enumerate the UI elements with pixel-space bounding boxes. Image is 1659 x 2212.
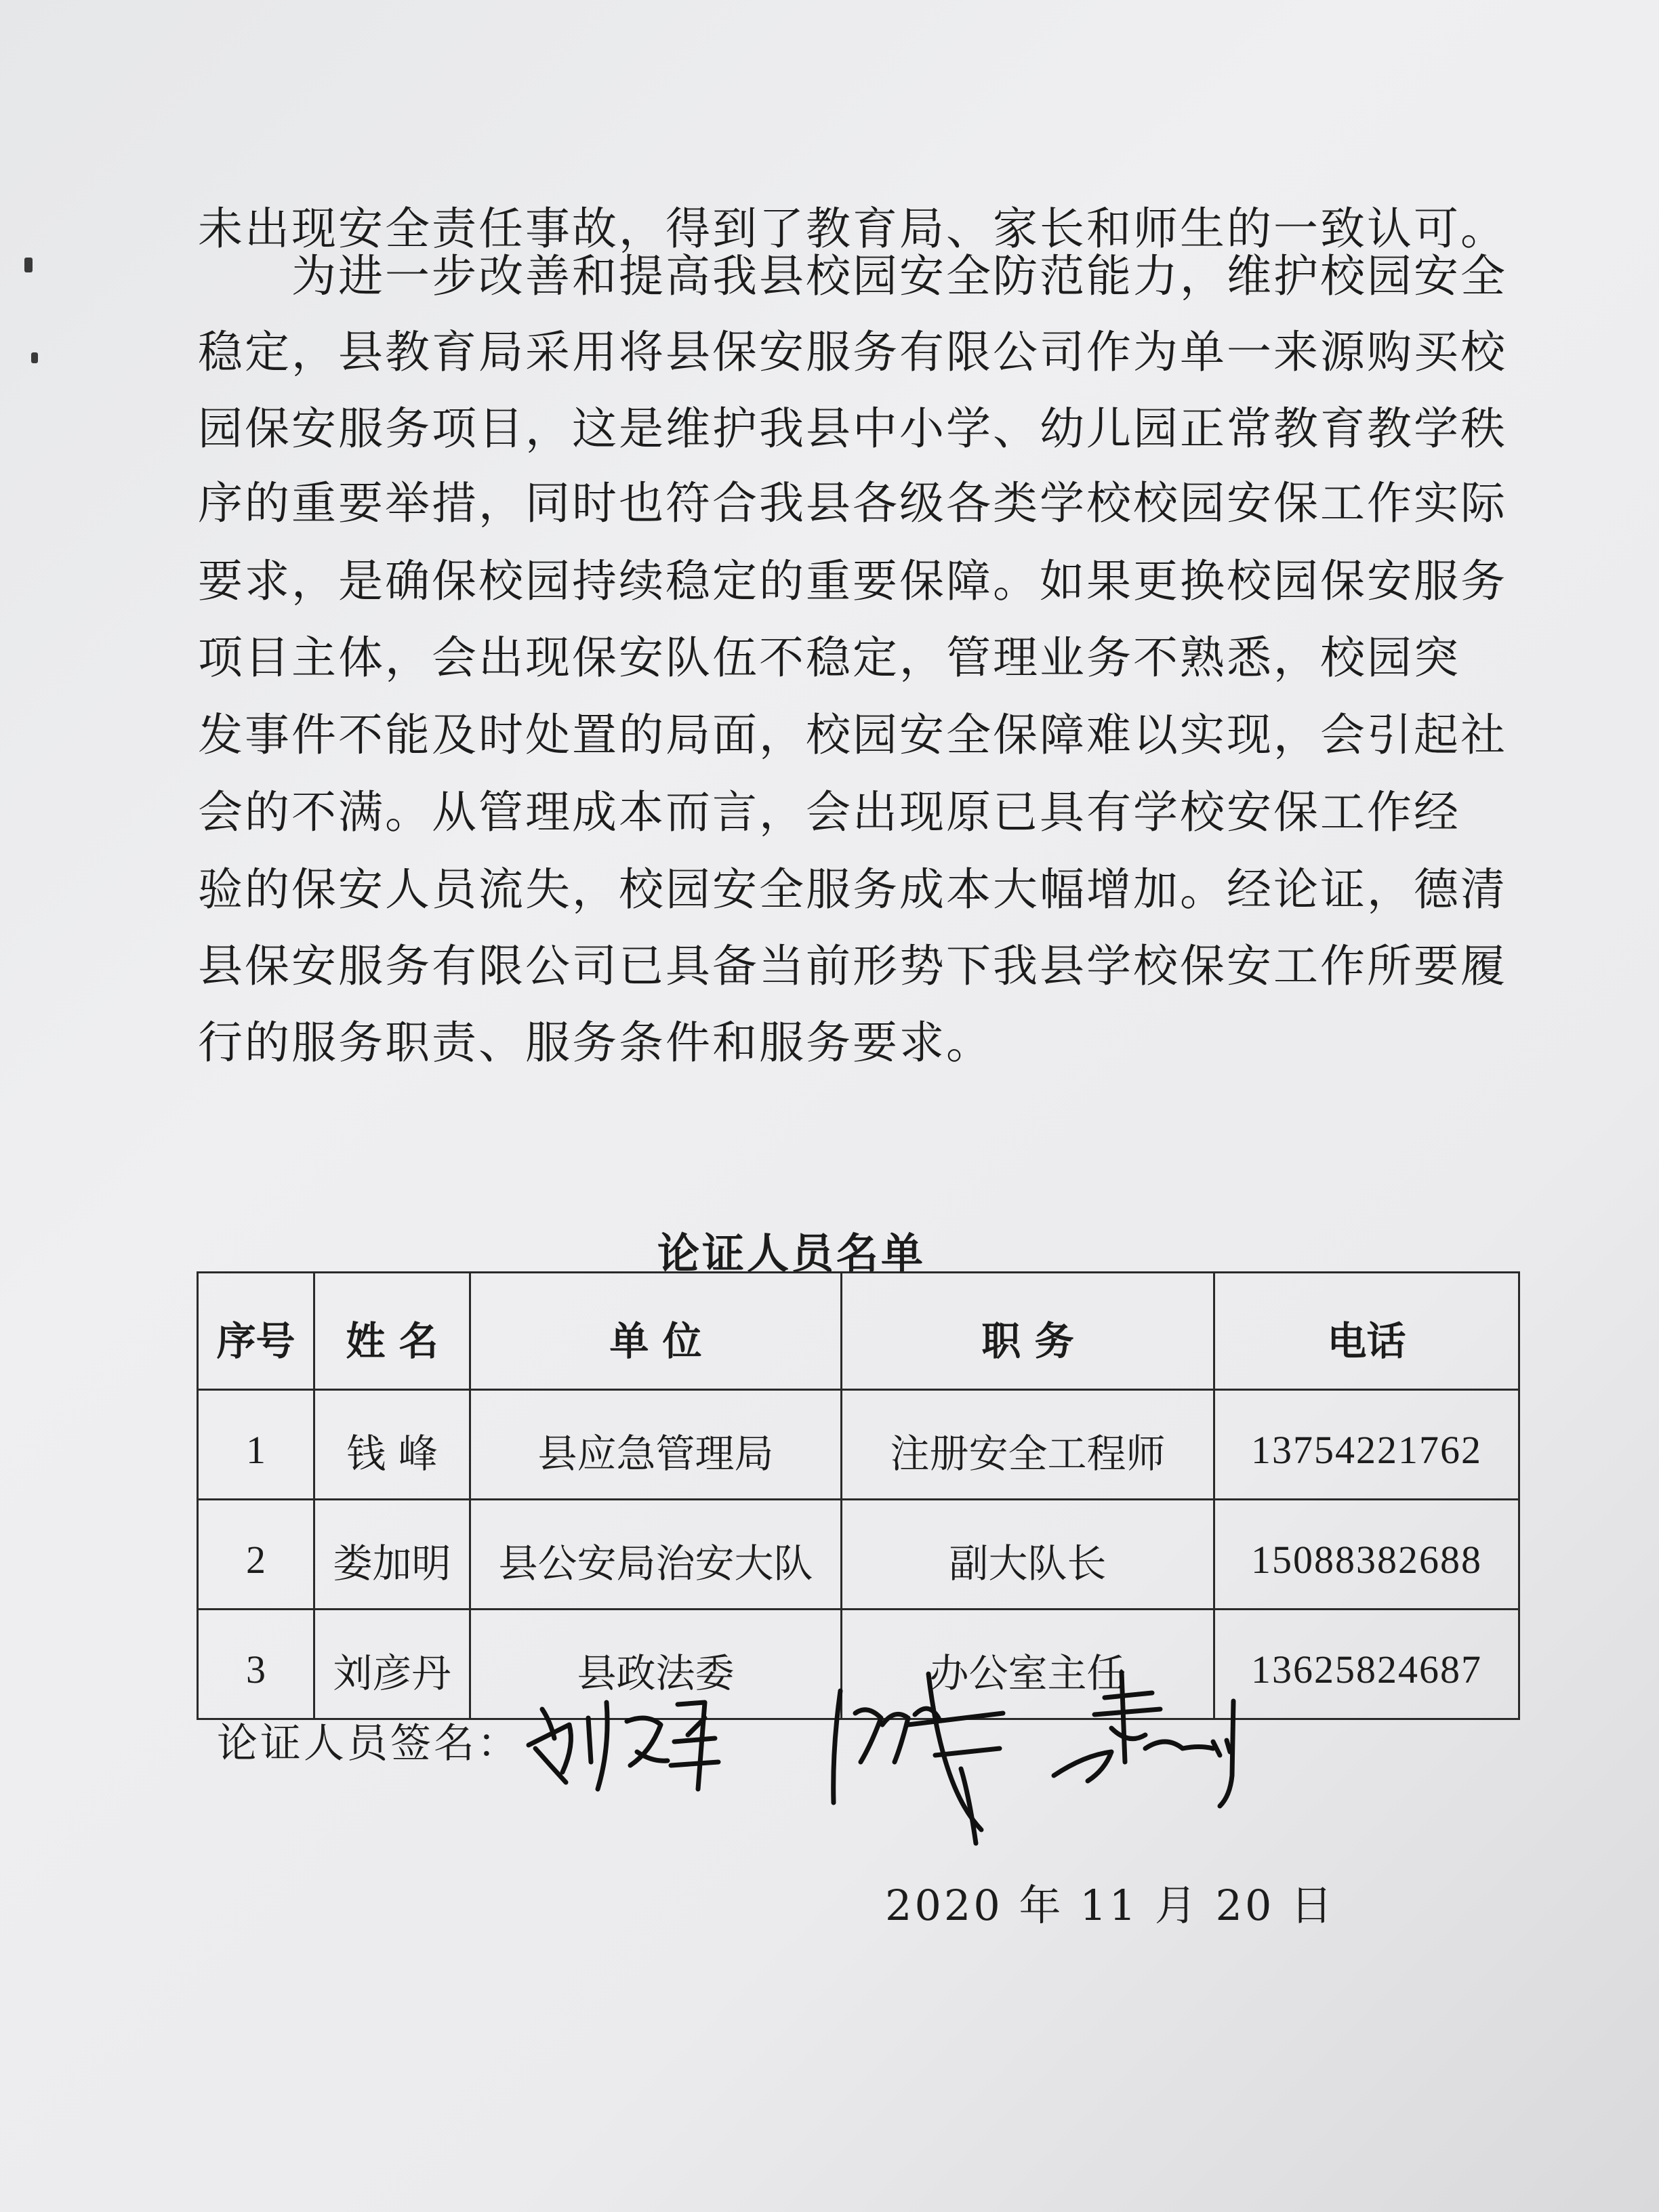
cell-unit: 县应急管理局: [470, 1390, 842, 1500]
header-position: 职 务: [842, 1273, 1214, 1390]
cell-index: 3: [198, 1610, 314, 1719]
body-line: 园保安服务项目，这是维护我县中小学、幼儿园正常教育教学秩: [198, 403, 1507, 455]
body-line: 序的重要举措，同时也符合我县各级各类学校校园安保工作实际: [198, 477, 1507, 529]
cell-index: 2: [198, 1500, 314, 1610]
cell-index: 1: [198, 1390, 314, 1500]
body-line: 发事件不能及时处置的局面，校园安全保障难以实现，会引起社: [198, 709, 1507, 761]
cell-name: 娄加明: [314, 1500, 470, 1610]
cell-position: 注册安全工程师: [842, 1390, 1214, 1500]
body-line: 验的保安人员流失，校园安全服务成本大幅增加。经论证，德清: [198, 863, 1507, 916]
cell-position: 办公室主任: [842, 1610, 1214, 1719]
cell-position: 副大队长: [842, 1500, 1214, 1610]
cell-phone: 13754221762: [1214, 1390, 1519, 1500]
header-index: 序号: [198, 1273, 314, 1390]
handwritten-signature-lou: [834, 1674, 1003, 1843]
cell-unit: 县政法委: [470, 1610, 842, 1719]
body-line: 项目主体，会出现保安队伍不稳定，管理业务不熟悉，校园突: [198, 632, 1460, 684]
header-phone: 电话: [1214, 1273, 1519, 1390]
header-name: 姓 名: [314, 1273, 470, 1390]
body-line: 行的服务职责、服务条件和服务要求。: [198, 1017, 993, 1069]
cell-name: 刘彦丹: [314, 1610, 470, 1719]
document-date: 2020 年 11 月 20 日: [885, 1881, 1336, 1930]
body-line: 县保安服务有限公司已具备当前形势下我县学校保安工作所要履: [198, 940, 1507, 992]
handwritten-signature-liu: [529, 1702, 718, 1789]
cell-phone: 13625824687: [1214, 1610, 1519, 1719]
cell-name: 钱 峰: [314, 1390, 470, 1500]
body-line: 为进一步改善和提高我县校园安全防范能力，维护校园安全: [198, 250, 1507, 302]
body-line: 未出现安全责任事故，得到了教育局、家长和师生的一致认可。: [198, 203, 1507, 255]
body-line: 会的不满。从管理成本而言，会出现原已具有学校安保工作经: [198, 786, 1460, 838]
roster-title: 论证人员名单: [657, 1229, 926, 1278]
header-unit: 单 位: [470, 1273, 842, 1390]
body-line: 要求，是确保校园持续稳定的重要保障。如果更换校园保安服务: [198, 555, 1507, 607]
body-line: 稳定，县教育局采用将县保安服务有限公司作为单一来源购买校: [198, 326, 1507, 378]
signature-label: 论证人员签名：: [217, 1720, 520, 1767]
cell-phone: 15088382688: [1214, 1500, 1519, 1610]
handwritten-signature-qian: [1054, 1673, 1233, 1806]
cell-unit: 县公安局治安大队: [470, 1500, 842, 1610]
